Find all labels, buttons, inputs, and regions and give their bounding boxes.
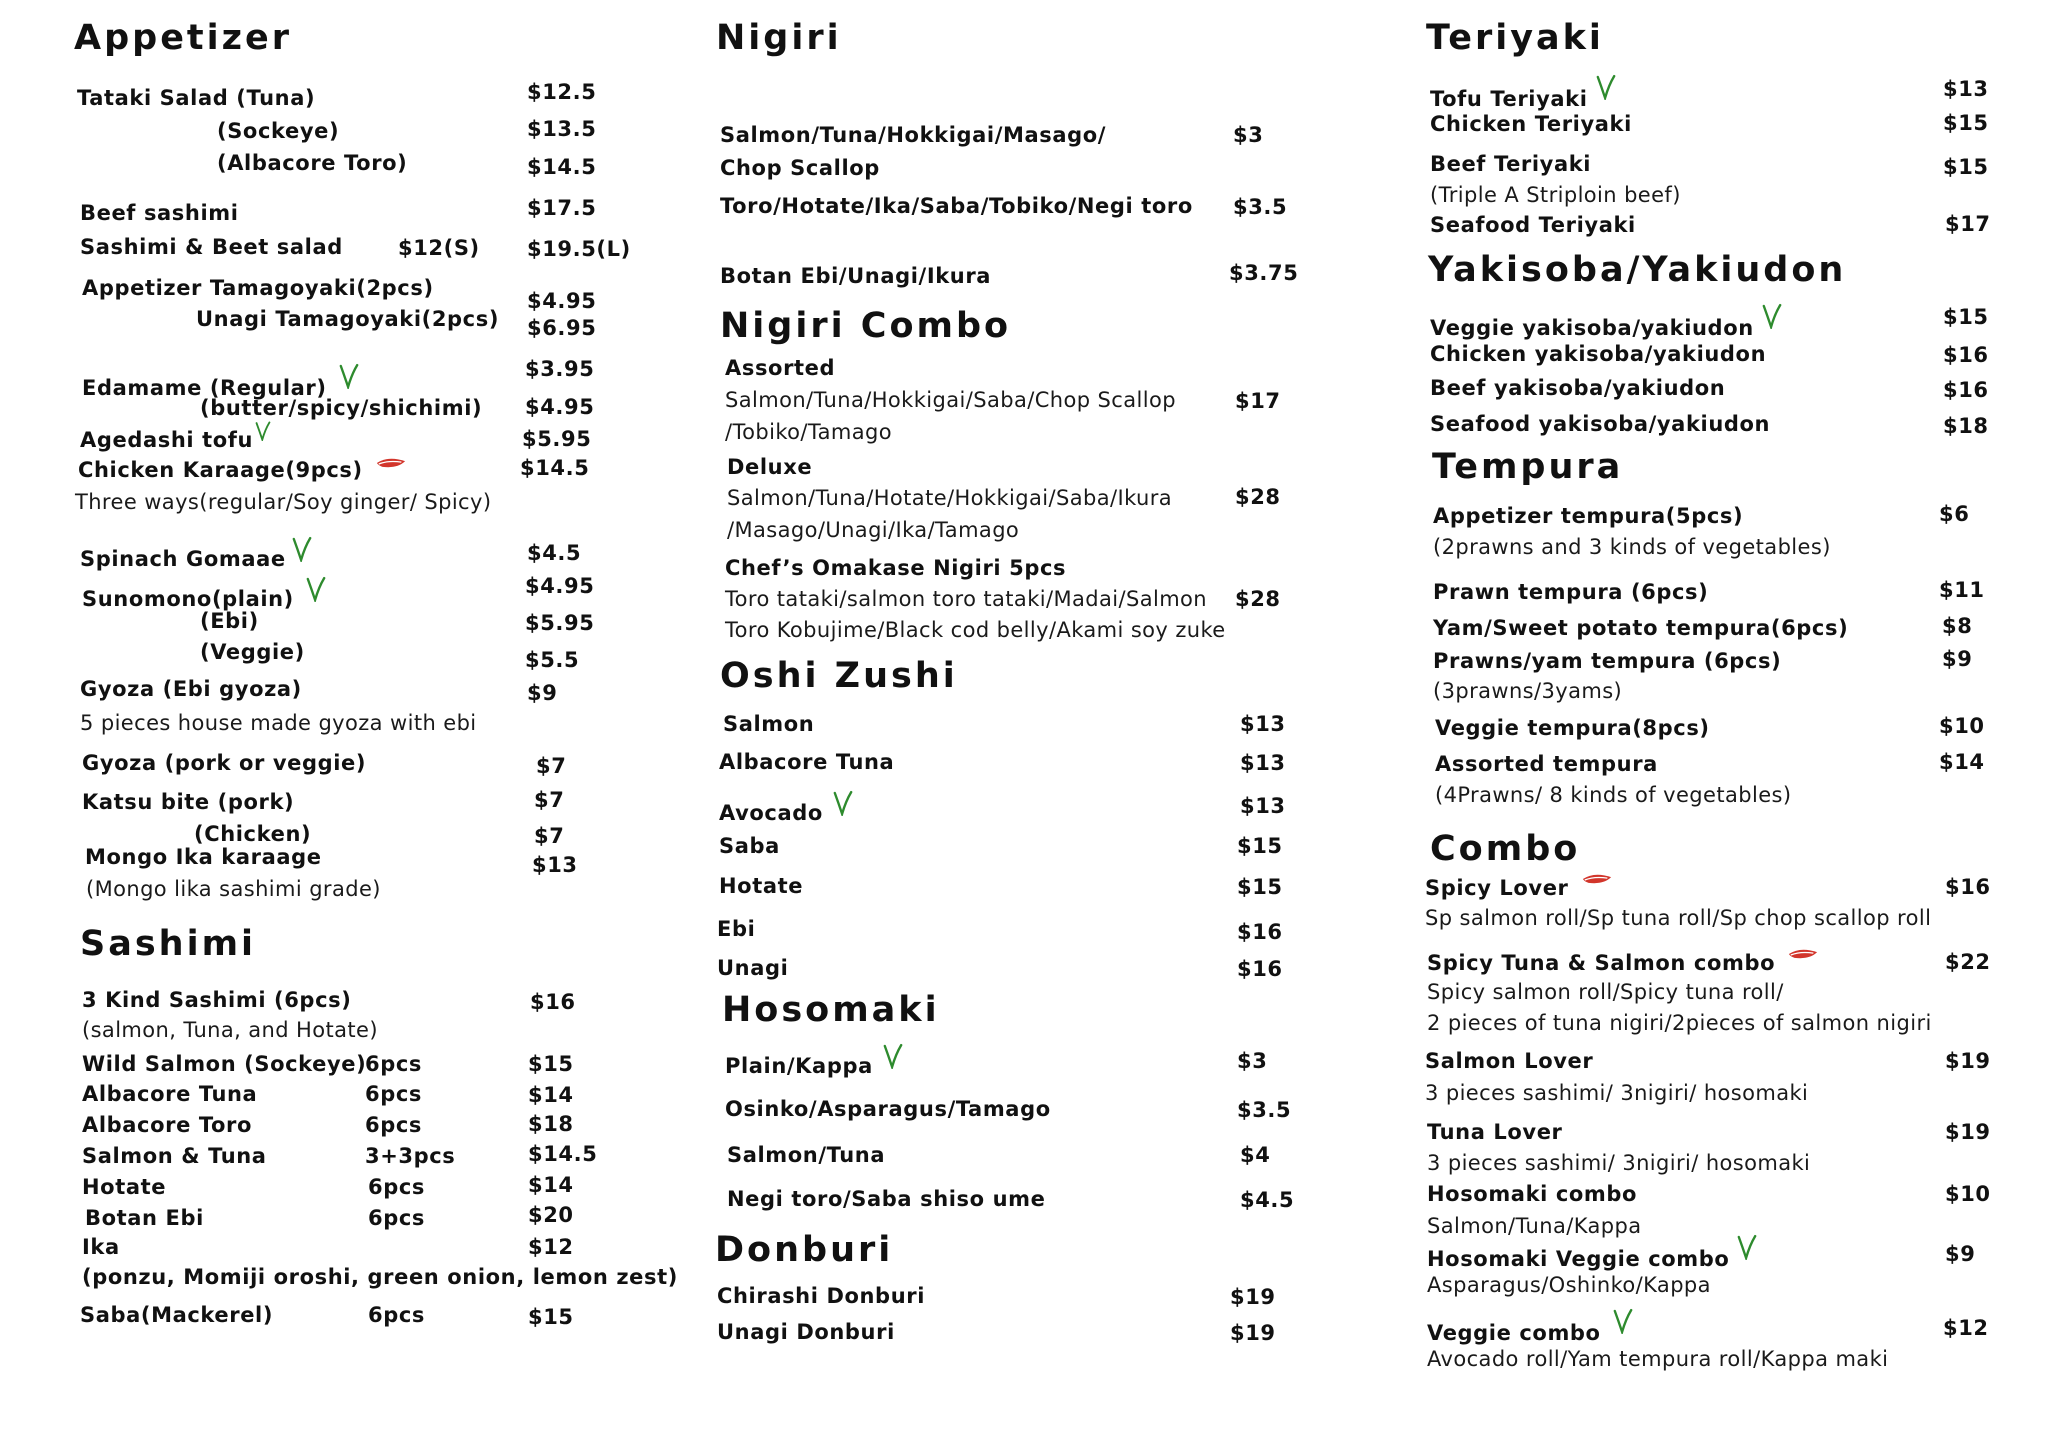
menu-item-name: Spicy Tuna & Salmon combo	[1427, 948, 1819, 975]
menu-item-price: $19	[1230, 1285, 1276, 1309]
menu-item-name: Saba(Mackerel)	[80, 1303, 274, 1327]
veggie-icon	[1737, 1234, 1757, 1260]
menu-item-description: Toro Kobujime/Black cod belly/Akami soy zuke	[725, 618, 1226, 642]
menu-item-price: $4.5	[1240, 1188, 1295, 1212]
menu-item-price: $15	[1943, 305, 1989, 329]
menu-item-description: 2 pieces of tuna nigiri/2pieces of salmon nigiri	[1427, 1011, 1932, 1035]
spicy-chili-icon	[1787, 948, 1819, 962]
menu-item-price: $5.5	[525, 648, 580, 672]
menu-item-description: Salmon/Tuna/Hokkigai/Saba/Chop Scallop	[725, 388, 1176, 412]
donburi-heading: Donburi	[715, 1230, 894, 1270]
menu-item-name: Hotate	[719, 874, 804, 898]
combo-heading: Combo	[1430, 829, 1581, 869]
menu-item-name: Avocado	[719, 790, 853, 825]
menu-item-description: Spicy salmon roll/Spicy tuna roll/	[1427, 980, 1784, 1004]
veggie-icon	[1613, 1308, 1633, 1334]
menu-item-price: $16	[1945, 875, 1991, 899]
veggie-icon	[1596, 74, 1616, 100]
menu-item-price: $10	[1939, 714, 1985, 738]
menu-item-price: $19.5(L)	[527, 237, 631, 261]
veggie-icon	[292, 536, 312, 562]
menu-item-description: 5 pieces house made gyoza with ebi	[80, 711, 477, 735]
menu-item-name: Veggie yakisoba/yakiudon	[1430, 303, 1782, 340]
menu-item-name: Tataki Salad (Tuna)	[77, 86, 316, 110]
menu-item-description: 3 pieces sashimi/ 3nigiri/ hosomaki	[1425, 1081, 1809, 1105]
menu-item-price: $17	[1945, 212, 1991, 236]
table-row-price: $14	[528, 1173, 574, 1197]
table-row-name: Albacore Tuna	[82, 1082, 258, 1106]
menu-item-description: Avocado roll/Yam tempura roll/Kappa maki	[1427, 1347, 1889, 1371]
menu-item-price: $14.5	[527, 155, 597, 179]
menu-item-description: Asparagus/Oshinko/Kappa	[1427, 1273, 1711, 1297]
menu-item-name: Unagi	[717, 956, 789, 980]
menu-item-price: $3	[1237, 1049, 1268, 1073]
menu-item-description: (Triple A Striploin beef)	[1430, 183, 1681, 207]
veggie-icon	[833, 790, 853, 816]
menu-item-name: Seafood Teriyaki	[1430, 213, 1636, 237]
menu-item-name: Hosomaki Veggie combo	[1427, 1234, 1757, 1271]
menu-item-price: $5.95	[522, 427, 592, 451]
veggie-icon	[883, 1043, 903, 1069]
menu-item-name: Deluxe	[727, 455, 813, 479]
menu-item-description: /Tobiko/Tamago	[725, 420, 893, 444]
table-row-name: Botan Ebi	[85, 1206, 204, 1230]
menu-item-name: Plain/Kappa	[725, 1043, 903, 1078]
menu-item-description: /Masago/Unagi/Ika/Tamago	[727, 518, 1020, 542]
menu-item-name: Hosomaki combo	[1427, 1182, 1638, 1206]
table-row-qty: 6pcs	[365, 1113, 422, 1137]
menu-item-name: Chicken Teriyaki	[1430, 112, 1632, 136]
menu-item-price: $4.5	[527, 541, 582, 565]
menu-item-name: Edamame (Regular)	[82, 363, 359, 400]
menu-item-name: Sunomono(plain)	[82, 576, 326, 611]
table-row-price: $14.5	[528, 1142, 598, 1166]
menu-item-price: $28	[1235, 587, 1281, 611]
veggie-icon	[255, 421, 271, 441]
menu-item-price: $15	[1237, 875, 1283, 899]
menu-item-description: (ponzu, Momiji oroshi, green onion, lemon zest)	[82, 1265, 678, 1289]
table-row-price: $18	[528, 1112, 574, 1136]
menu-item-price: $16	[530, 990, 576, 1014]
table-row-price: $14	[528, 1083, 574, 1107]
menu-item-name: Salmon	[723, 712, 815, 736]
menu-item-name: Spinach Gomaae	[80, 536, 312, 571]
menu-item-variant: (Albacore Toro)	[217, 151, 408, 175]
menu-item-price: $9	[527, 681, 558, 705]
table-row-qty: 3+3pcs	[365, 1144, 456, 1168]
table-row-price: $15	[528, 1052, 574, 1076]
menu-item-price: $13	[1240, 712, 1286, 736]
menu-item-description: Toro tataki/salmon toro tataki/Madai/Salmon	[725, 587, 1208, 611]
table-row-qty: 6pcs	[365, 1052, 422, 1076]
menu-item-price: $15	[1237, 834, 1283, 858]
menu-item-price: $7	[534, 824, 565, 848]
menu-item-price: $7	[536, 754, 567, 778]
menu-item-description: (4Prawns/ 8 kinds of vegetables)	[1435, 783, 1792, 807]
menu-item-price: $13	[1240, 794, 1286, 818]
menu-item-description: (2prawns and 3 kinds of vegetables)	[1433, 535, 1831, 559]
menu-item-name: Chicken Karaage(9pcs)	[78, 457, 407, 482]
menu-item-description: 3 pieces sashimi/ 3nigiri/ hosomaki	[1427, 1151, 1811, 1175]
nigiri-heading: Nigiri	[716, 18, 842, 58]
table-row-name: Salmon & Tuna	[82, 1144, 267, 1168]
menu-item-name: Prawn tempura (6pcs)	[1433, 580, 1709, 604]
menu-item-price: $13.5	[527, 117, 597, 141]
oshi-zushi-heading: Oshi Zushi	[720, 656, 958, 696]
menu-item-name: Saba	[719, 834, 780, 858]
menu-item-price: $15	[1943, 111, 1989, 135]
menu-item-name: Veggie tempura(8pcs)	[1435, 716, 1710, 740]
menu-item-description: Salmon/Tuna/Hotate/Hokkigai/Saba/Ikura	[727, 486, 1172, 510]
menu-item-description: (salmon, Tuna, and Hotate)	[82, 1018, 378, 1042]
menu-item-name: Ebi	[717, 917, 756, 941]
menu-item-price: $18	[1943, 414, 1989, 438]
menu-item-price: $14.5	[520, 456, 590, 480]
appetizer-heading: Appetizer	[74, 18, 293, 58]
menu-item-price: $16	[1237, 920, 1283, 944]
table-row-name: Hotate	[82, 1175, 167, 1199]
menu-item-price: $6	[1939, 502, 1970, 526]
menu-item-price: $16	[1943, 343, 1989, 367]
table-row-qty: 6pcs	[368, 1206, 425, 1230]
veggie-icon	[339, 363, 359, 389]
menu-item-name: Beef sashimi	[80, 201, 239, 225]
menu-item-price: $9	[1945, 1242, 1976, 1266]
table-row-qty: 6pcs	[368, 1303, 425, 1327]
menu-item-price: $12(S)	[398, 236, 480, 260]
menu-item-name: Appetizer tempura(5pcs)	[1433, 504, 1744, 528]
spicy-chili-icon	[1581, 873, 1613, 887]
menu-item-price: $4	[1240, 1143, 1271, 1167]
menu-item-name: Ika	[82, 1235, 120, 1259]
menu-item-name: Appetizer Tamagoyaki(2pcs)	[82, 276, 434, 300]
menu-item-price: $6.95	[527, 316, 597, 340]
table-row-qty: 6pcs	[368, 1175, 425, 1199]
menu-item-price: $15	[1943, 155, 1989, 179]
menu-item-name: Tofu Teriyaki	[1430, 74, 1616, 111]
table-row-qty: 6pcs	[365, 1082, 422, 1106]
menu-item-name: Mongo Ika karaage	[85, 845, 322, 869]
hosomaki-heading: Hosomaki	[722, 990, 940, 1030]
menu-item-name: Chef’s Omakase Nigiri 5pcs	[725, 556, 1067, 580]
menu-item-name: Gyoza (pork or veggie)	[82, 751, 367, 775]
menu-item-name: Salmon Lover	[1425, 1049, 1594, 1073]
menu-item-price: $8	[1942, 614, 1973, 638]
menu-item-name: Beef Teriyaki	[1430, 152, 1592, 176]
menu-item-description: (3prawns/3yams)	[1433, 679, 1623, 703]
menu-item-price: $7	[534, 788, 565, 812]
nigiri-combo-heading: Nigiri Combo	[720, 306, 1012, 346]
menu-item-price: $17.5	[527, 196, 597, 220]
menu-item-price: $4.95	[525, 574, 595, 598]
menu-item-price: $10	[1945, 1182, 1991, 1206]
menu-item-price: $3	[1233, 123, 1264, 147]
menu-item-name: 3 Kind Sashimi (6pcs)	[82, 988, 352, 1012]
menu-item-price: $12	[528, 1235, 574, 1259]
veggie-icon	[1762, 303, 1782, 329]
table-row-price: $20	[528, 1203, 574, 1227]
menu-item-name: Chicken yakisoba/yakiudon	[1430, 342, 1767, 366]
menu-item-price: $28	[1235, 485, 1281, 509]
menu-item-price: $14	[1939, 750, 1985, 774]
menu-item-price: $12.5	[527, 80, 597, 104]
menu-item-price: $12	[1943, 1316, 1989, 1340]
menu-item-name: Salmon/Tuna	[727, 1143, 886, 1167]
menu-item-name: Botan Ebi/Unagi/Ikura	[720, 264, 992, 288]
menu-item-name: Assorted tempura	[1435, 752, 1658, 776]
menu-item-price: $3.5	[1237, 1098, 1292, 1122]
menu-item-price: $13	[532, 853, 578, 877]
menu-item-price: $16	[1237, 957, 1283, 981]
menu-item-price: $19	[1945, 1120, 1991, 1144]
menu-item-price: $3.5	[1233, 195, 1288, 219]
menu-item-name: Unagi Donburi	[717, 1320, 895, 1344]
menu-item-price: $16	[1943, 378, 1989, 402]
menu-item-name: Tuna Lover	[1427, 1120, 1563, 1144]
spicy-chili-icon	[375, 457, 407, 471]
table-row-name: Wild Salmon (Sockeye)	[82, 1052, 367, 1076]
teriyaki-heading: Teriyaki	[1426, 18, 1604, 58]
menu-item-price: $13	[1240, 751, 1286, 775]
menu-item-variant: (Chicken)	[194, 822, 312, 846]
menu-item-price: $3.95	[525, 357, 595, 381]
menu-item-price: $15	[528, 1305, 574, 1329]
menu-item-price: $19	[1945, 1049, 1991, 1073]
menu-item-name: Gyoza (Ebi gyoza)	[80, 677, 302, 701]
menu-item-price: $11	[1939, 578, 1985, 602]
menu-item-name: Chop Scallop	[720, 156, 880, 180]
menu-item-variant: (Sockeye)	[217, 119, 340, 143]
menu-item-name: Yam/Sweet potato tempura(6pcs)	[1433, 616, 1849, 640]
menu-item-price: $22	[1945, 950, 1991, 974]
menu-item-name: Chirashi Donburi	[717, 1284, 925, 1308]
menu-item-price: $4.95	[525, 395, 595, 419]
menu-item-price: $3.75	[1229, 261, 1299, 285]
menu-item-name: Beef yakisoba/yakiudon	[1430, 376, 1726, 400]
menu-item-description: Salmon/Tuna/Kappa	[1427, 1214, 1642, 1238]
menu-item-name: Assorted	[725, 356, 836, 380]
menu-item-price: $17	[1235, 389, 1281, 413]
menu-item-name: Katsu bite (pork)	[82, 790, 295, 814]
menu-item-name: Seafood yakisoba/yakiudon	[1430, 412, 1771, 436]
menu-item-name: Spicy Lover	[1425, 873, 1613, 900]
menu-item-variant: (Veggie)	[200, 640, 305, 664]
menu-item-name: Veggie combo	[1427, 1308, 1633, 1345]
menu-item-name: Toro/Hotate/Ika/Saba/Tobiko/Negi toro	[720, 194, 1193, 218]
tempura-heading: Tempura	[1432, 447, 1624, 487]
menu-item-name: Sashimi & Beet salad	[80, 235, 343, 259]
menu-item-price: $13	[1943, 77, 1989, 101]
menu-item-description: (Mongo lika sashimi grade)	[86, 877, 381, 901]
menu-item-variant: (butter/spicy/shichimi)	[200, 396, 483, 420]
menu-item-price: $4.95	[527, 289, 597, 313]
menu-item-name: Negi toro/Saba shiso ume	[727, 1187, 1046, 1211]
table-row-name: Albacore Toro	[82, 1113, 252, 1137]
menu-item-description: Sp salmon roll/Sp tuna roll/Sp chop scallop roll	[1425, 906, 1932, 930]
menu-item-name: Prawns/yam tempura (6pcs)	[1433, 649, 1782, 673]
veggie-icon	[306, 576, 326, 602]
menu-item-name: Albacore Tuna	[719, 750, 895, 774]
menu-item-price: $19	[1230, 1321, 1276, 1345]
menu-item-name: Unagi Tamagoyaki(2pcs)	[196, 307, 500, 331]
menu-item-price: $9	[1942, 647, 1973, 671]
menu-item-name: Agedashi tofu	[80, 421, 271, 452]
menu-item-name: Salmon/Tuna/Hokkigai/Masago/	[720, 123, 1107, 147]
menu-item-price: $5.95	[525, 611, 595, 635]
menu-item-name: Osinko/Asparagus/Tamago	[725, 1097, 1051, 1121]
sashimi-heading: Sashimi	[80, 924, 257, 964]
menu-item-variant: (Ebi)	[200, 609, 259, 633]
yakisoba-heading: Yakisoba/Yakiudon	[1428, 250, 1847, 290]
menu-item-description: Three ways(regular/Soy ginger/ Spicy)	[75, 490, 492, 514]
